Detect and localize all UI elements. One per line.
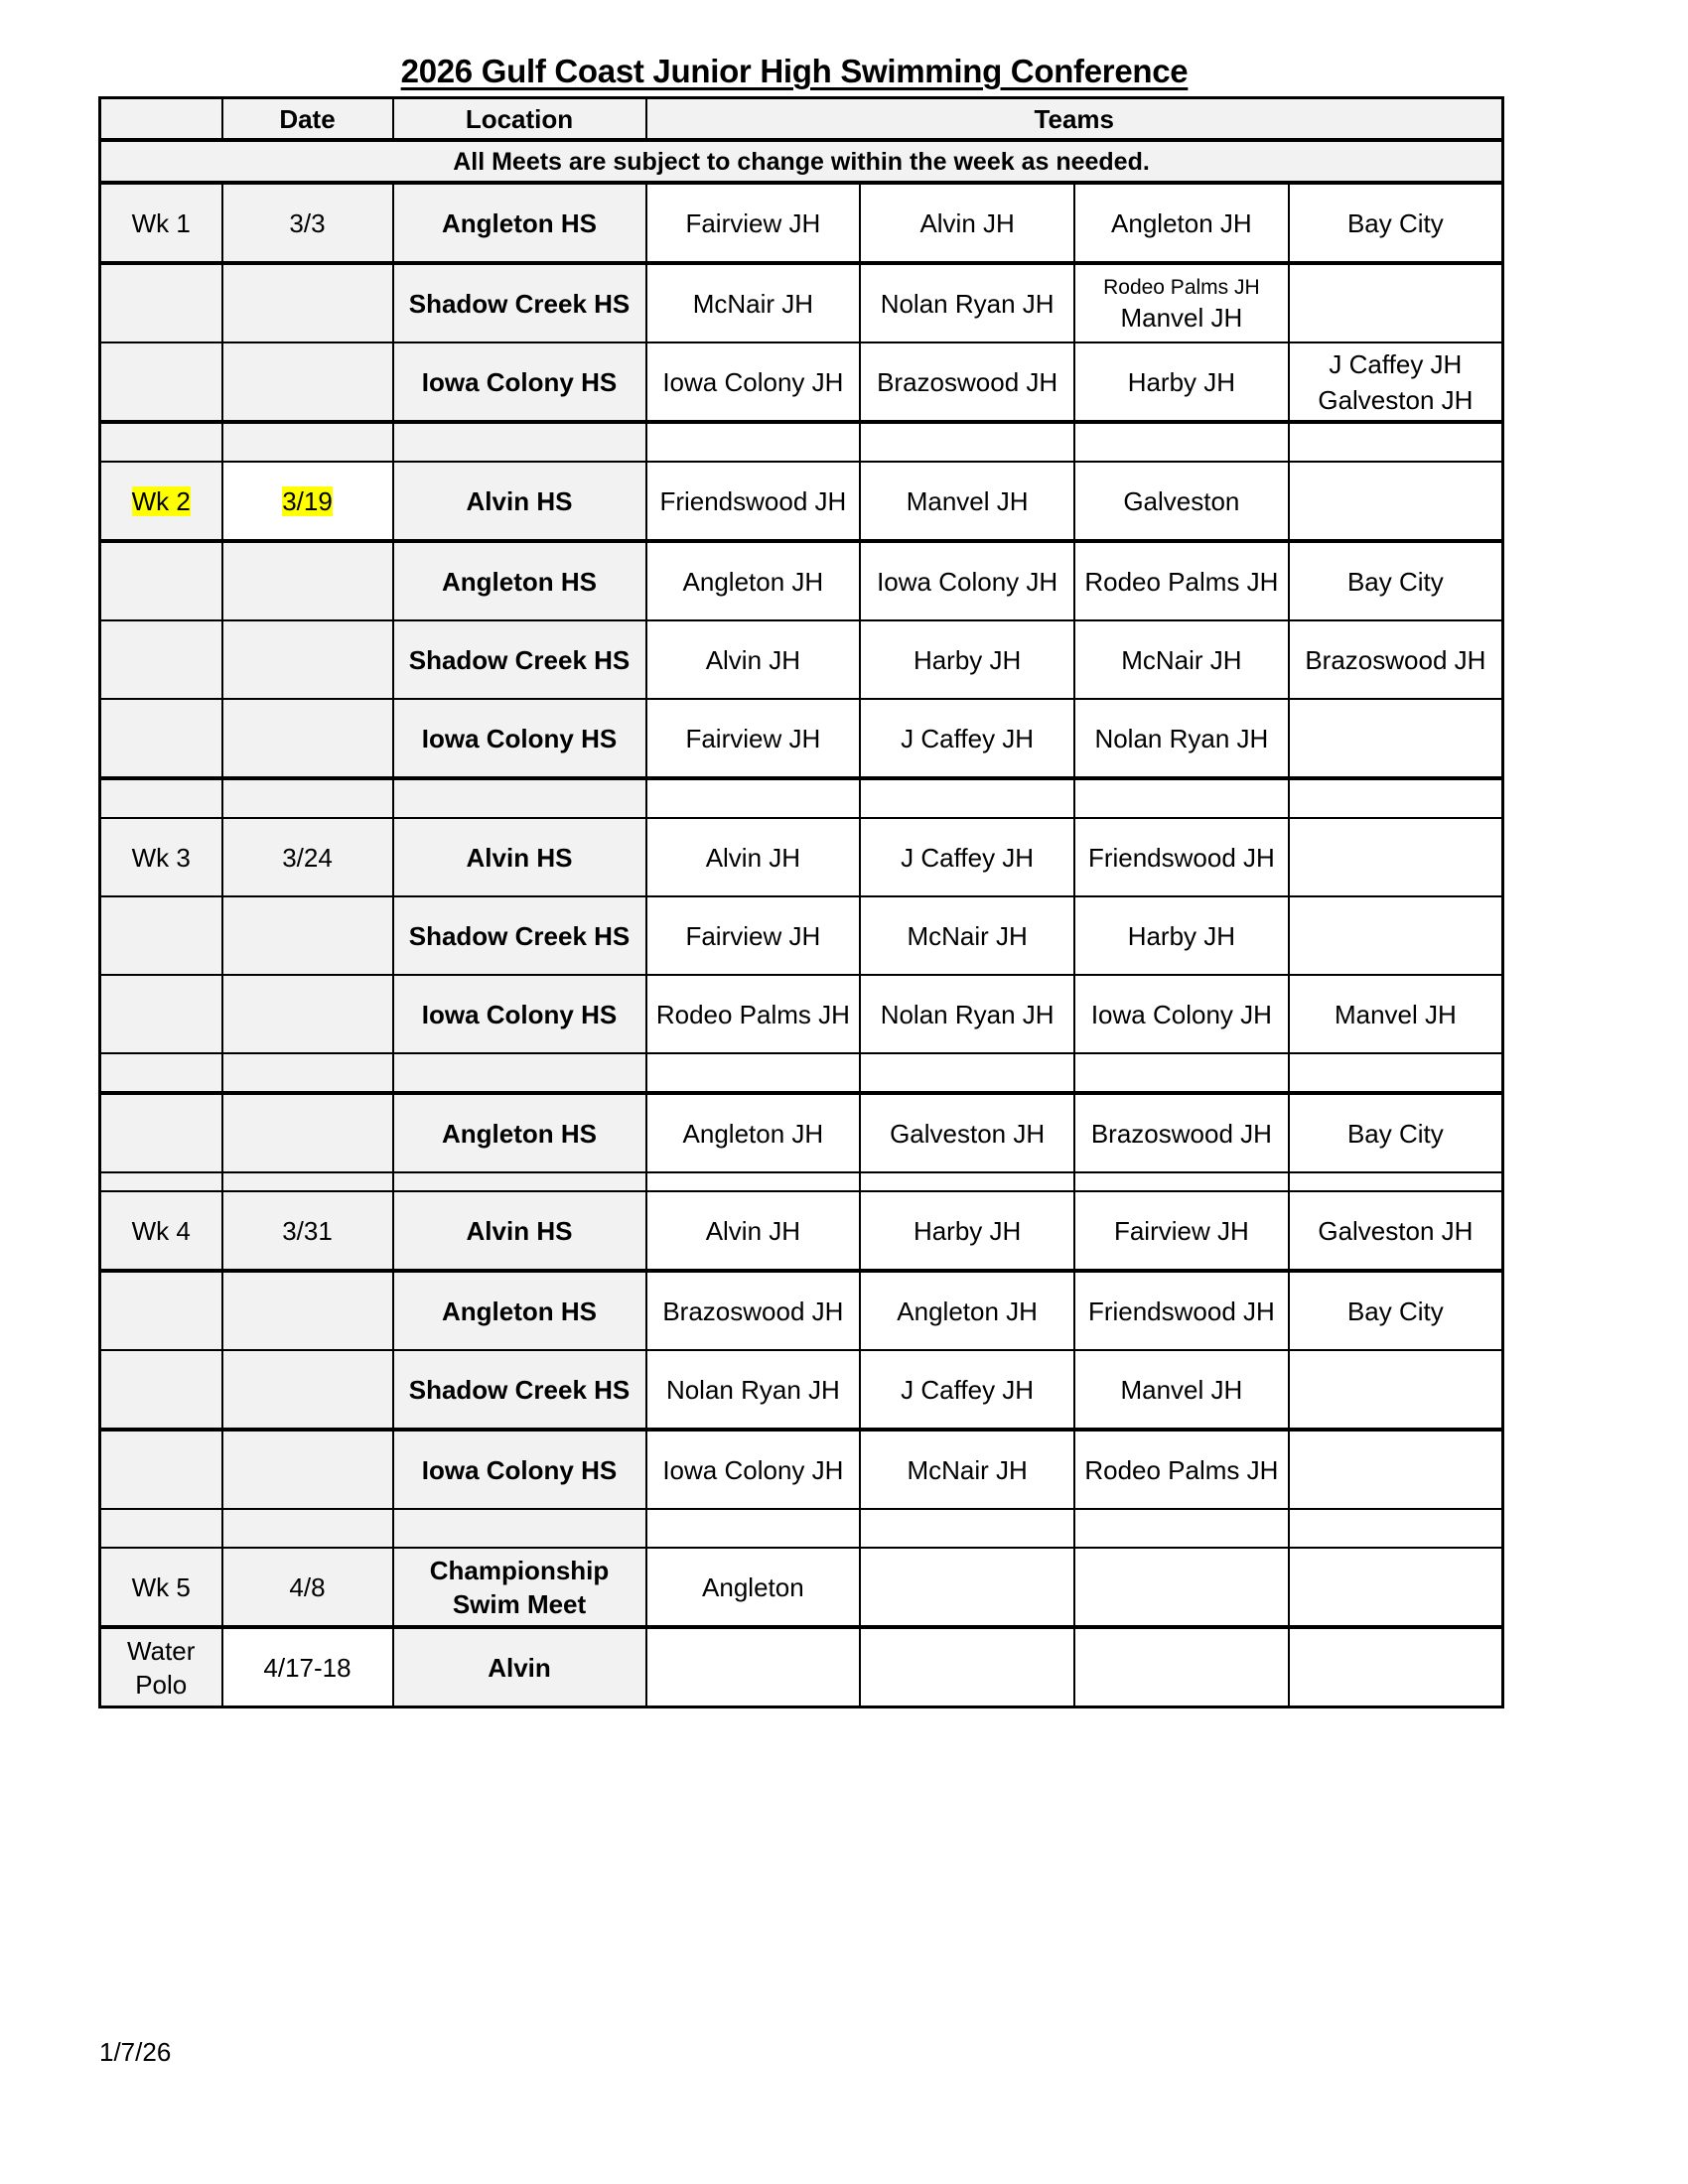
date-cell: 3/3 bbox=[222, 183, 393, 263]
team-line: Manvel JH bbox=[1120, 302, 1243, 333]
spacer-cell bbox=[646, 1509, 861, 1548]
location-cell: Shadow Creek HS bbox=[393, 896, 646, 975]
team-line: Rodeo Palms JH bbox=[1103, 275, 1260, 299]
meet-row bbox=[100, 342, 1503, 422]
date-cell bbox=[222, 699, 393, 778]
spacer-cell bbox=[860, 778, 1074, 818]
team-cell: Fairview JH bbox=[646, 896, 861, 975]
team-cell bbox=[1289, 699, 1503, 778]
team-cell: Galveston JH bbox=[1289, 1191, 1503, 1271]
meet-row bbox=[100, 818, 1503, 896]
header-date: Date bbox=[222, 98, 393, 141]
meet-row bbox=[100, 1093, 1503, 1172]
meet-row bbox=[100, 620, 1503, 699]
team-cell bbox=[1289, 1350, 1503, 1430]
team-cell: Manvel JH bbox=[1289, 975, 1503, 1053]
team-cell: Harby JH bbox=[1074, 342, 1289, 422]
team-cell: Bay City bbox=[1289, 1271, 1503, 1350]
spacer-cell bbox=[393, 1172, 646, 1191]
team-cell: Fairview JH bbox=[1074, 1191, 1289, 1271]
team-cell bbox=[1289, 1548, 1503, 1627]
spacer-cell bbox=[860, 422, 1074, 462]
spacer-cell bbox=[646, 1053, 861, 1093]
spacer-cell bbox=[860, 1172, 1074, 1191]
date-cell: 4/17-18 bbox=[222, 1627, 393, 1707]
spacer-cell bbox=[646, 778, 861, 818]
week-cell bbox=[100, 263, 222, 342]
location-cell: Alvin bbox=[393, 1627, 646, 1707]
team-cell: Brazoswood JH bbox=[1289, 620, 1503, 699]
date-cell: 3/31 bbox=[222, 1191, 393, 1271]
meet-row bbox=[100, 263, 1503, 342]
date-cell bbox=[222, 1093, 393, 1172]
week-cell bbox=[100, 620, 222, 699]
team-cell: J Caffey JH bbox=[860, 818, 1074, 896]
location-cell: Alvin HS bbox=[393, 818, 646, 896]
spacer-cell bbox=[100, 1053, 222, 1093]
team-cell: Bay City bbox=[1289, 1093, 1503, 1172]
meet-row bbox=[100, 975, 1503, 1053]
team-cell: Brazoswood JH bbox=[646, 1271, 861, 1350]
team-cell bbox=[1289, 1627, 1503, 1707]
team-cell: McNair JH bbox=[646, 263, 861, 342]
spacer-cell bbox=[100, 422, 222, 462]
week-cell bbox=[100, 1093, 222, 1172]
notice-row bbox=[100, 140, 1503, 183]
meet-row bbox=[100, 1191, 1503, 1271]
team-cell: Manvel JH bbox=[860, 462, 1074, 541]
header-location: Location bbox=[393, 98, 646, 141]
team-cell bbox=[1074, 1548, 1289, 1627]
week-cell bbox=[100, 1271, 222, 1350]
team-cell: Brazoswood JH bbox=[1074, 1093, 1289, 1172]
location-cell: Iowa Colony HS bbox=[393, 699, 646, 778]
location-cell: Alvin HS bbox=[393, 1191, 646, 1271]
spacer-cell bbox=[646, 1172, 861, 1191]
meet-row bbox=[100, 1271, 1503, 1350]
header-week bbox=[100, 98, 222, 141]
location-cell: Iowa Colony HS bbox=[393, 342, 646, 422]
spacer-cell bbox=[222, 1172, 393, 1191]
date-cell: 4/8 bbox=[222, 1548, 393, 1627]
team-cell bbox=[1289, 462, 1503, 541]
meet-row bbox=[100, 183, 1503, 263]
date-cell bbox=[222, 541, 393, 620]
week-cell bbox=[100, 462, 222, 541]
week-cell: Wk 3 bbox=[100, 818, 222, 896]
team-cell bbox=[860, 1627, 1074, 1707]
team-cell bbox=[1289, 263, 1503, 342]
team-cell: Nolan Ryan JH bbox=[860, 263, 1074, 342]
team-cell: Manvel JH bbox=[1074, 1350, 1289, 1430]
team-cell: Iowa Colony JH bbox=[860, 541, 1074, 620]
spacer-row bbox=[100, 422, 1503, 462]
team-line: J Caffey JH bbox=[1329, 348, 1463, 379]
date-cell bbox=[222, 975, 393, 1053]
location-cell: Iowa Colony HS bbox=[393, 975, 646, 1053]
team-cell: Rodeo Palms JH bbox=[646, 975, 861, 1053]
location-cell: Shadow Creek HS bbox=[393, 620, 646, 699]
header-row bbox=[100, 98, 1503, 141]
spacer-cell bbox=[1289, 778, 1503, 818]
meet-row bbox=[100, 1350, 1503, 1430]
team-cell: Iowa Colony JH bbox=[646, 342, 861, 422]
date-cell bbox=[222, 620, 393, 699]
week-cell bbox=[100, 896, 222, 975]
meet-row bbox=[100, 1627, 1503, 1707]
week-cell bbox=[100, 975, 222, 1053]
spacer-cell bbox=[1074, 1509, 1289, 1548]
team-cell bbox=[1289, 342, 1503, 422]
meet-row bbox=[100, 1430, 1503, 1509]
team-cell: Angleton JH bbox=[646, 1093, 861, 1172]
week-cell bbox=[100, 1430, 222, 1509]
spacer-row bbox=[100, 778, 1503, 818]
week-cell: Wk 4 bbox=[100, 1191, 222, 1271]
team-cell: Friendswood JH bbox=[646, 462, 861, 541]
spacer-cell bbox=[860, 1509, 1074, 1548]
team-cell: McNair JH bbox=[860, 896, 1074, 975]
spacer-cell bbox=[393, 422, 646, 462]
spacer-cell bbox=[222, 778, 393, 818]
team-cell bbox=[1289, 1430, 1503, 1509]
team-cell: Alvin JH bbox=[646, 620, 861, 699]
team-cell: Alvin JH bbox=[646, 1191, 861, 1271]
spacer-cell bbox=[393, 1509, 646, 1548]
team-cell: Iowa Colony JH bbox=[1074, 975, 1289, 1053]
spacer-cell bbox=[222, 1509, 393, 1548]
team-cell: Fairview JH bbox=[646, 699, 861, 778]
location-cell: Angleton HS bbox=[393, 1271, 646, 1350]
spacer-cell bbox=[100, 1172, 222, 1191]
team-cell: Bay City bbox=[1289, 183, 1503, 263]
team-cell: Nolan Ryan JH bbox=[1074, 699, 1289, 778]
team-cell: Friendswood JH bbox=[1074, 818, 1289, 896]
team-cell: Harby JH bbox=[860, 620, 1074, 699]
team-cell: Nolan Ryan JH bbox=[860, 975, 1074, 1053]
location-cell: Shadow Creek HS bbox=[393, 1350, 646, 1430]
spacer-row bbox=[100, 1053, 1503, 1093]
team-cell: Iowa Colony JH bbox=[646, 1430, 861, 1509]
team-cell bbox=[1074, 263, 1289, 342]
spacer-cell bbox=[222, 422, 393, 462]
team-cell: Angleton JH bbox=[646, 541, 861, 620]
location-cell: Championship Swim Meet bbox=[393, 1548, 646, 1627]
spacer-cell bbox=[1289, 1172, 1503, 1191]
highlighted-date: 3/19 bbox=[282, 485, 333, 516]
location-cell: Angleton HS bbox=[393, 541, 646, 620]
team-cell: Fairview JH bbox=[646, 183, 861, 263]
team-cell: Angleton bbox=[646, 1548, 861, 1627]
team-cell: J Caffey JH bbox=[860, 1350, 1074, 1430]
team-cell bbox=[1074, 1627, 1289, 1707]
spacer-cell bbox=[100, 1509, 222, 1548]
spacer-cell bbox=[1289, 1509, 1503, 1548]
team-cell: Angleton JH bbox=[860, 1271, 1074, 1350]
team-cell: Galveston bbox=[1074, 462, 1289, 541]
date-cell bbox=[222, 263, 393, 342]
date-cell bbox=[222, 342, 393, 422]
meet-row bbox=[100, 541, 1503, 620]
team-cell: Galveston JH bbox=[860, 1093, 1074, 1172]
header-teams: Teams bbox=[646, 98, 1503, 141]
date-cell bbox=[222, 462, 393, 541]
location-cell: Angleton HS bbox=[393, 1093, 646, 1172]
meet-row bbox=[100, 699, 1503, 778]
week-cell bbox=[100, 1350, 222, 1430]
location-cell: Angleton HS bbox=[393, 183, 646, 263]
location-cell: Iowa Colony HS bbox=[393, 1430, 646, 1509]
team-cell: Alvin JH bbox=[646, 818, 861, 896]
spacer-cell bbox=[646, 422, 861, 462]
revision-date: 1/7/26 bbox=[99, 2037, 172, 2067]
spacer-cell bbox=[222, 1053, 393, 1093]
team-cell: Friendswood JH bbox=[1074, 1271, 1289, 1350]
highlighted-week: Wk 2 bbox=[131, 485, 191, 516]
meet-row bbox=[100, 896, 1503, 975]
spacer-row bbox=[100, 1509, 1503, 1548]
team-cell: Brazoswood JH bbox=[860, 342, 1074, 422]
spacer-cell bbox=[1074, 1172, 1289, 1191]
spacer-cell bbox=[393, 1053, 646, 1093]
date-cell bbox=[222, 896, 393, 975]
team-cell bbox=[1289, 896, 1503, 975]
team-cell bbox=[646, 1627, 861, 1707]
team-cell: Bay City bbox=[1289, 541, 1503, 620]
team-cell: Alvin JH bbox=[860, 183, 1074, 263]
date-cell: 3/24 bbox=[222, 818, 393, 896]
team-cell: Harby JH bbox=[860, 1191, 1074, 1271]
week-cell bbox=[100, 342, 222, 422]
spacer-cell bbox=[1289, 422, 1503, 462]
spacer-cell bbox=[100, 778, 222, 818]
week-cell: Wk 1 bbox=[100, 183, 222, 263]
team-line: Galveston JH bbox=[1318, 384, 1474, 415]
date-cell bbox=[222, 1271, 393, 1350]
team-cell: Nolan Ryan JH bbox=[646, 1350, 861, 1430]
team-cell: Harby JH bbox=[1074, 896, 1289, 975]
location-cell: Shadow Creek HS bbox=[393, 263, 646, 342]
week-cell bbox=[100, 541, 222, 620]
team-cell: McNair JH bbox=[860, 1430, 1074, 1509]
notice-text: All Meets are subject to change within the week as needed. bbox=[100, 140, 1503, 183]
meet-row bbox=[100, 462, 1503, 541]
document-title: 2026 Gulf Coast Junior High Swimming Conference bbox=[400, 53, 1189, 89]
location-cell: Alvin HS bbox=[393, 462, 646, 541]
schedule-table bbox=[98, 96, 1504, 1708]
spacer-cell bbox=[1074, 1053, 1289, 1093]
spacer-cell bbox=[393, 778, 646, 818]
week-cell: Wk 5 bbox=[100, 1548, 222, 1627]
team-cell: McNair JH bbox=[1074, 620, 1289, 699]
meet-row bbox=[100, 1548, 1503, 1627]
spacer-cell bbox=[860, 1053, 1074, 1093]
spacer-cell bbox=[1074, 778, 1289, 818]
team-cell: Angleton JH bbox=[1074, 183, 1289, 263]
week-cell: Water Polo bbox=[100, 1627, 222, 1707]
team-cell bbox=[1289, 818, 1503, 896]
team-cell: Rodeo Palms JH bbox=[1074, 541, 1289, 620]
spacer-row-thin bbox=[100, 1172, 1503, 1191]
team-cell: J Caffey JH bbox=[860, 699, 1074, 778]
spacer-cell bbox=[1289, 1053, 1503, 1093]
spacer-cell bbox=[1074, 422, 1289, 462]
team-cell bbox=[860, 1548, 1074, 1627]
team-cell: Rodeo Palms JH bbox=[1074, 1430, 1289, 1509]
date-cell bbox=[222, 1430, 393, 1509]
date-cell bbox=[222, 1350, 393, 1430]
week-cell bbox=[100, 699, 222, 778]
